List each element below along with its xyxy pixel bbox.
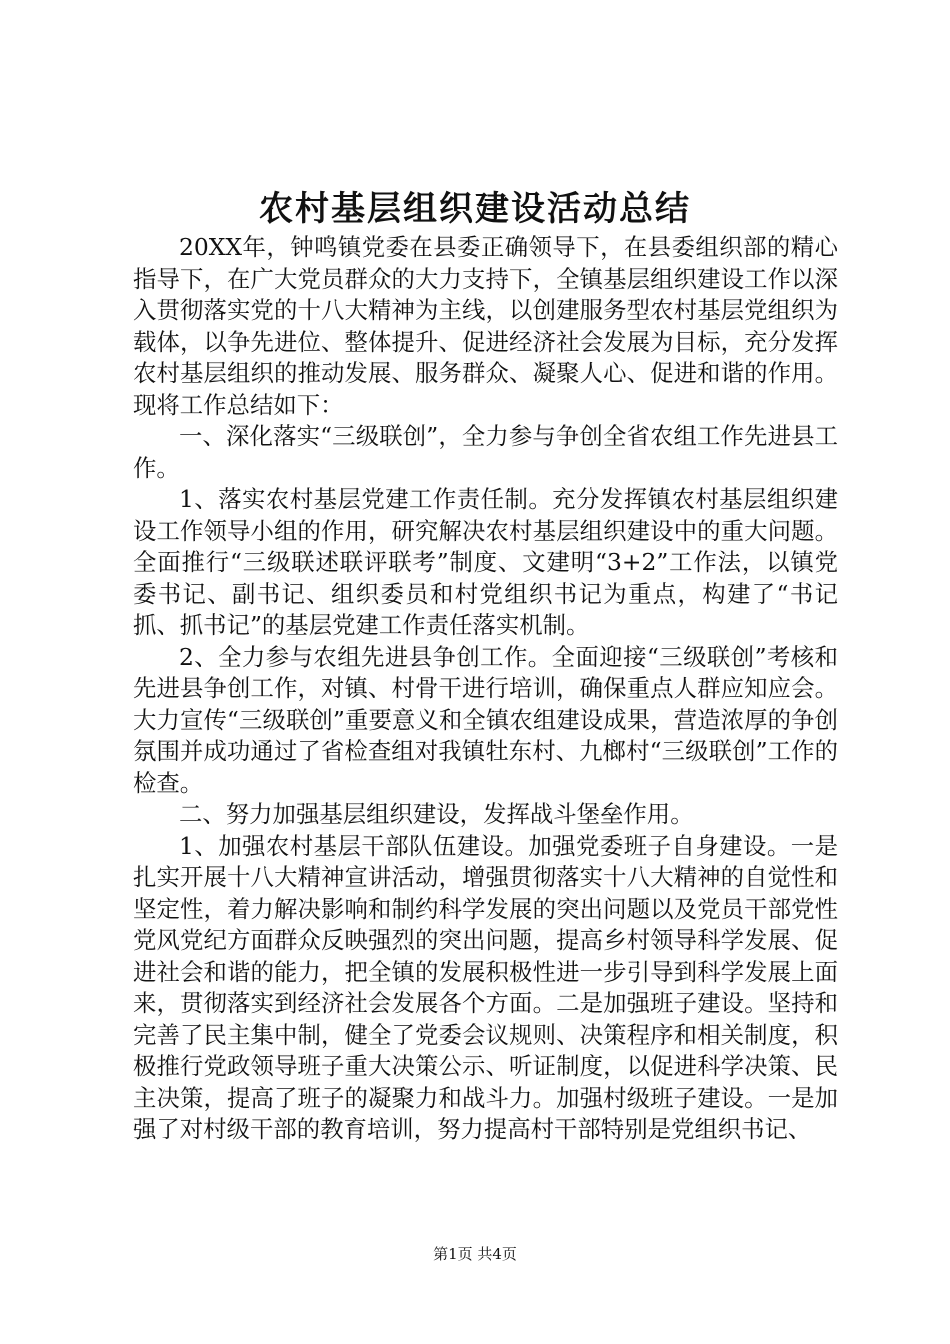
paragraph-2-1: 1、加强农村基层干部队伍建设。加强党委班子自身建设。一是扎实开展十八大精神宣讲活动，增强贯彻落实十八大精神的自觉性和坚定性，着力解决影响和制约科学发展的突出问题以及党员干部党性党风党纪方面群众反映强烈的突出问题，提高乡村领导科学发展、促进社会和谐的能力，把全镇的发展积极性进一步引导到科学发展上面来，贯彻落实到经济社会发展各个方面。二是加强班子建设。坚持和完善了民主集中制，健全了党委会议规则、决策程序和相关制度，积极推行党政领导班子重大决策公示、听证制度，以促进科学决策、民主决策，提高了班子的凝聚力和战斗力。加强村级班子建设。一是加强了对村级干部的教育培训，努力提高村干部特别是党组织书记、 [133, 831, 838, 1143]
page-number-footer: 第1页 共4页 [433, 1245, 517, 1263]
document-body [133, 232, 838, 1146]
section-heading-1: 一、深化落实“三级联创”，全力参与争创全省农组工作先进县工作。 [133, 422, 838, 482]
document-title: 农村基层组织建设活动总结 [259, 189, 691, 229]
paragraph-intro: 20XX年，钟鸣镇党委在县委正确领导下，在县委组织部的精心指导下，在广大党员群众的大力支持下，全镇基层组织建设工作以深入贯彻落实党的十八大精神为主线，以创建服务型农村基层党组织为载体，以争先进位、整体提升、促进经济社会发展为目标，充分发挥农村基层组织的推动发展、服务群众、凝聚人心、促进和谐的作用。现将工作总结如下： [133, 233, 838, 419]
paragraph-1-1: 1、落实农村基层党建工作责任制。充分发挥镇农村基层组织建设工作领导小组的作用，研究解决农村基层组织建设中的重大问题。全面推行“三级联述联评联考”制度、文建明“3+2”工作法，以镇党委书记、副书记、组织委员和村党组织书记为重点，构建了“书记抓、抓书记”的基层党建工作责任落实机制。 [133, 485, 838, 639]
section-heading-2: 二、努力加强基层组织建设，发挥战斗堡垒作用。 [179, 800, 694, 828]
paragraph-1-2: 2、全力参与农组先进县争创工作。全面迎接“三级联创”考核和先进县争创工作，对镇、村骨干进行培训，确保重点人群应知应会。大力宣传“三级联创”重要意义和全镇农组建设成果，营造浓厚的争创氛围并成功通过了省检查组对我镇牡东村、九榔村“三级联创”工作的检查。 [133, 642, 838, 797]
